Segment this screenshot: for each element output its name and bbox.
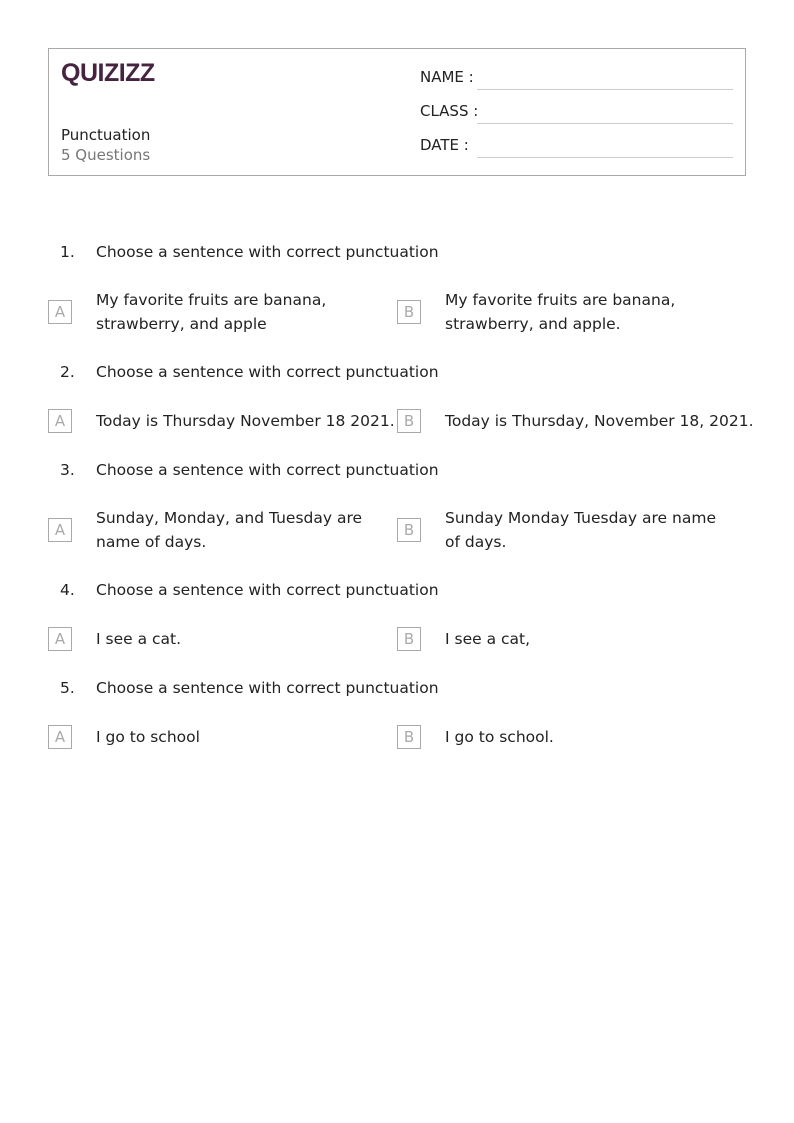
name-label: NAME : bbox=[420, 68, 474, 86]
option-a-text: My favorite fruits are banana, strawberry, and apple bbox=[96, 291, 327, 333]
date-field[interactable] bbox=[477, 157, 733, 158]
option-b-box[interactable]: B bbox=[397, 627, 421, 651]
option-b-text: Today is Thursday, November 18, 2021. bbox=[445, 412, 754, 430]
question-text: Choose a sentence with correct punctuation bbox=[96, 243, 439, 261]
worksheet-header bbox=[48, 48, 746, 176]
question-number: 3. bbox=[60, 461, 75, 479]
option-a-box[interactable]: A bbox=[48, 725, 72, 749]
option-b-box[interactable]: B bbox=[397, 409, 421, 433]
option-b-text: I go to school. bbox=[445, 728, 554, 746]
class-field[interactable] bbox=[477, 123, 733, 124]
question-text: Choose a sentence with correct punctuation bbox=[96, 461, 439, 479]
question-number: 2. bbox=[60, 363, 75, 381]
option-b-box[interactable]: B bbox=[397, 300, 421, 324]
class-label: CLASS : bbox=[420, 102, 479, 120]
option-a-box[interactable]: A bbox=[48, 300, 72, 324]
quizizz-logo: QUIZIZZ bbox=[61, 59, 155, 87]
option-a-box[interactable]: A bbox=[48, 627, 72, 651]
worksheet-title: Punctuation bbox=[61, 126, 151, 144]
option-a-text: Sunday, Monday, and Tuesday are name of days. bbox=[96, 509, 363, 551]
question-number: 5. bbox=[60, 679, 75, 697]
option-b-box[interactable]: B bbox=[397, 518, 421, 542]
date-label: DATE : bbox=[420, 136, 469, 154]
option-a-text: I go to school bbox=[96, 728, 200, 746]
option-b-text: Sunday Monday Tuesday are name of days. bbox=[445, 509, 716, 551]
option-a-box[interactable]: A bbox=[48, 409, 72, 433]
name-field[interactable] bbox=[477, 89, 733, 90]
question-text: Choose a sentence with correct punctuation bbox=[96, 679, 439, 697]
question-number: 4. bbox=[60, 581, 75, 599]
option-b-text: I see a cat, bbox=[445, 630, 531, 648]
option-b-text: My favorite fruits are banana, strawberry, and apple. bbox=[445, 291, 676, 333]
option-b-box[interactable]: B bbox=[397, 725, 421, 749]
option-a-text: I see a cat. bbox=[96, 630, 182, 648]
question-number: 1. bbox=[60, 243, 75, 261]
question-count: 5 Questions bbox=[61, 146, 151, 164]
option-a-box[interactable]: A bbox=[48, 518, 72, 542]
option-a-text: Today is Thursday November 18 2021. bbox=[96, 412, 395, 430]
question-text: Choose a sentence with correct punctuation bbox=[96, 581, 439, 599]
question-text: Choose a sentence with correct punctuation bbox=[96, 363, 439, 381]
